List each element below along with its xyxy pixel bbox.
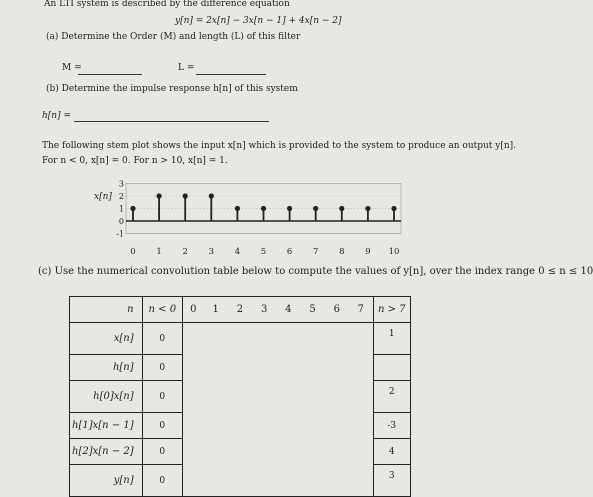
y-tick-label: 3 [118,179,124,189]
table-header-1: 1 [204,297,228,323]
x-tick-label: 2 [182,247,188,257]
y-tick-label: 2 [118,192,124,201]
cell-lt0: 0 [142,323,182,355]
stem-marker [130,206,135,211]
cell-gt7: 2 [373,381,410,413]
h-label: h[n] = [42,111,72,121]
stem-marker [157,193,162,198]
work-area[interactable] [182,323,373,497]
x-tick-label: 9 [365,247,371,257]
convolution-table [69,296,411,497]
table-header-3: 3 [252,297,276,323]
cell-gt7: 3 [373,465,410,497]
row-label: h[n] [70,355,143,381]
cell-lt0: 0 [142,465,182,497]
cell-gt7: -3 [373,413,410,439]
stem-marker [313,206,318,211]
m-label: M = [62,63,82,73]
row-label: h[1]x[n − 1] [70,413,143,439]
x-tick-label: 5 [260,247,267,257]
stem-marker [235,206,240,211]
l-label: L = [178,63,195,73]
cell-lt0: 0 [142,355,182,381]
stem-text-2: For n < 0, x[n] = 0. For n > 10, x[n] = 1. [42,156,228,166]
x-tick-label: 3 [208,247,215,257]
cell-gt7: 1 [373,323,410,355]
stem-marker [365,206,370,211]
stem-marker [391,206,396,211]
stem-marker [287,206,292,211]
table-header-6: 6 [325,297,349,323]
table-header-0: 0 [182,297,203,323]
x-tick-label: 10 [388,247,400,257]
cell-lt0: 0 [142,439,182,465]
table-header-row [70,297,411,323]
table-header-gt7: n > 7 [373,297,410,323]
cell-lt0: 0 [142,381,182,413]
y-tick-label: 1 [118,204,124,214]
table-header-5: 5 [300,297,324,323]
stem-text-1: The following stem plot shows the input x[n] which is provided to the system to produce an output y[n]. [42,141,517,151]
table-header-lt0: n < 0 [142,297,182,323]
row-label: x[n] [70,323,143,355]
row-label: y[n] [70,465,143,497]
stem-marker [209,193,214,198]
x-tick-label: 1 [156,247,162,257]
part-b-text: (b) Determine the impulse response h[n] of this system [46,84,298,94]
stem-marker [183,193,188,198]
difference-equation: y[n] = 2x[n] − 3x[n − 1] + 4x[n − 2] [175,16,342,26]
x-tick-label: 6 [286,247,293,257]
intro-text: An LTI system is described by the difference equation [44,0,290,9]
part-c-text: (c) Use the numerical convolution table below to compute the values of y[n], over the index range 0 ≤ n ≤ 10 [38,266,593,277]
part-a-text: (a) Determine the Order (M) and length (L) of this filter [46,32,301,42]
y-tick-label: -1 [116,229,124,239]
table-header-7: 7 [349,297,373,323]
x-tick-label: 8 [339,247,345,257]
y-tick-label: 0 [118,217,124,226]
x-tick-label: 7 [312,247,319,257]
table-header-4: 4 [276,297,300,323]
y-axis-label: x[n] [94,192,112,202]
row-label: h[0]x[n] [70,381,143,413]
stem-marker [339,206,344,211]
table-header-2: 2 [228,297,252,323]
table-header-n: n [70,297,143,323]
row-label: h[2]x[n − 2] [70,439,143,465]
table-row [70,323,411,355]
cell-gt7: 4 [373,439,410,465]
x-tick-label: 4 [234,247,241,257]
stem-marker [261,206,266,211]
cell-gt7 [373,355,410,381]
cell-lt0: 0 [142,413,182,439]
x-tick-label: 0 [130,247,136,257]
